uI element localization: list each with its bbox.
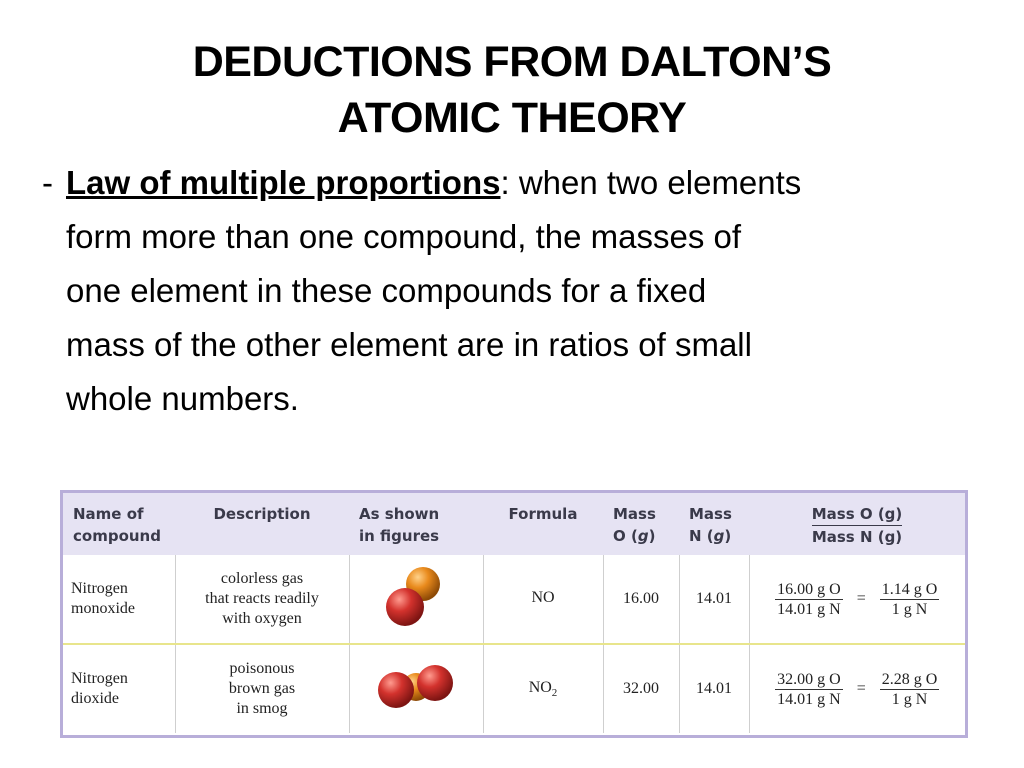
formula: $NO_2$	[483, 644, 603, 733]
mass-n: 14.01	[679, 555, 749, 644]
oxygen-atom-icon	[417, 665, 453, 701]
slide-title	[0, 34, 1024, 146]
compound-name: Nitrogen dioxide	[71, 670, 128, 707]
bullet-line-3: one element in these compounds for a fixed	[66, 272, 707, 309]
header-mass-ratio: $\frac{\text{Mass O (g)}}{\text{Mass N (g)}}$	[811, 505, 903, 546]
header-description: Description	[213, 505, 311, 523]
header-as-shown: As shown in figures	[359, 505, 440, 545]
oxygen-atom-icon	[378, 672, 414, 708]
compound-table	[63, 493, 965, 733]
compound-description: colorless gas that reacts readily with oxygen	[175, 555, 349, 644]
bullet-line-1-rest: when two elements	[509, 164, 802, 201]
header-formula: Formula	[508, 505, 578, 523]
table-row	[63, 644, 965, 733]
term-colon: :	[500, 164, 510, 201]
bullet-line-5: whole numbers.	[66, 380, 299, 417]
header-mass-n: Mass N (g)	[689, 505, 732, 545]
bullet-line-4: mass of the other element are in ratios of small	[66, 326, 752, 363]
mass-o: 16.00	[603, 555, 679, 644]
mass-o: 32.00	[603, 644, 679, 733]
law-term: Law of multiple proportions	[66, 164, 501, 201]
compound-name: Nitrogen monoxide	[63, 555, 175, 644]
mass-ratio: $\frac{\text{32.00 g O}}{\text{14.01 g N}}$ = $\frac{\text{2.28 g O}}{\text{1 g N}}$	[749, 644, 965, 733]
compound-description: poisonous brown gas in smog	[175, 644, 349, 733]
table-row	[63, 555, 965, 644]
no2-molecule-icon	[373, 657, 459, 717]
bullet-point	[42, 156, 992, 426]
mass-n: 14.01	[679, 644, 749, 733]
table-header-row	[63, 493, 965, 555]
formula: NO	[483, 555, 603, 644]
header-name: Name of compound	[73, 505, 161, 545]
bullet-dash: -	[42, 164, 53, 201]
bullet-line-1	[66, 156, 992, 210]
molecule-figure-no	[349, 555, 483, 644]
compound-table-container	[60, 490, 968, 738]
header-mass-o: Mass O (g)	[613, 505, 656, 545]
mass-ratio: $\frac{\text{16.00 g O}}{\text{14.01 g N}}$ = $\frac{\text{1.14 g O}}{\text{1 g N}}$	[749, 555, 965, 644]
title-line-1: DEDUCTIONS FROM DALTON’S	[192, 38, 832, 86]
bullet-line-2: form more than one compound, the masses of	[66, 218, 742, 255]
bullet-text	[42, 156, 992, 426]
title-line-2: ATOMIC THEORY	[337, 94, 687, 142]
no-molecule-icon	[381, 562, 451, 632]
molecule-figure-no2	[349, 644, 483, 733]
oxygen-atom-icon	[386, 588, 424, 626]
